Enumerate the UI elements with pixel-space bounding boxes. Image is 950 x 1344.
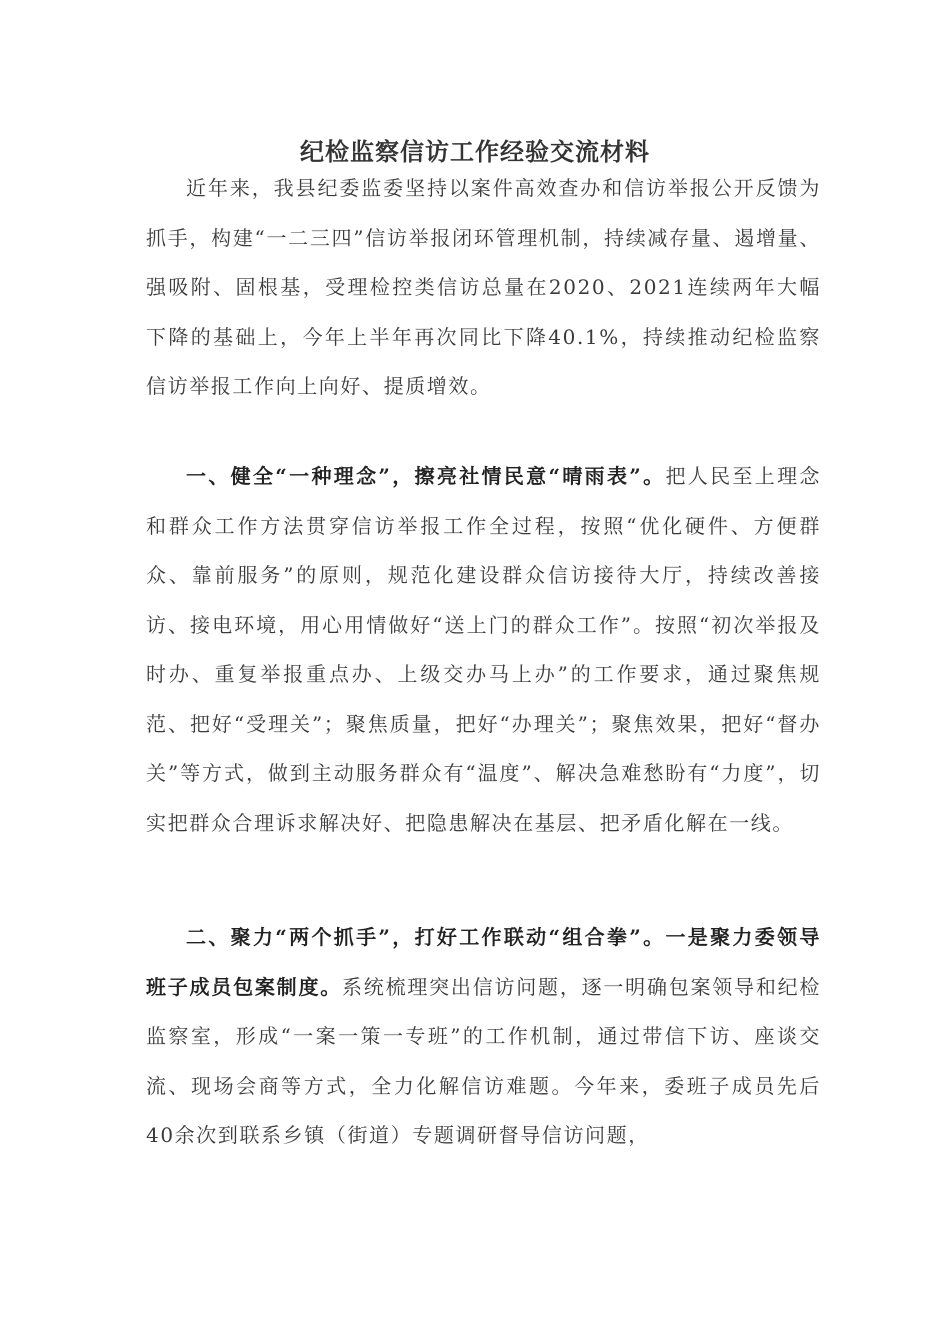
- section-two-heading: 二、聚力“两个抓手”，打好工作联动“组合拳”。一是聚力委领导班子成员包案制度。: [146, 925, 821, 999]
- paragraph-section-two: [146, 913, 821, 1161]
- section-one-heading: 一、健全“一种理念”，擦亮社情民意“晴雨表”。: [186, 464, 666, 488]
- document-title: 纪检监察信访工作经验交流材料: [300, 137, 650, 166]
- paragraph-section-one: [146, 452, 821, 848]
- paragraph-intro-text: 近年来，我县纪委监委坚持以案件高效查办和信访举报公开反馈为抓手，构建“一二三四”信访举报闭环管理机制，持续减存量、遏增量、强吸附、固根基，受理检控类信访总量在2020、2021连续两年大幅下降的基础上，今年上半年再次同比下降40.1%，持续推动纪检监察信访举报工作向上向好、提质增效。: [146, 176, 821, 398]
- section-two-text: 系统梳理突出信访问题，逐一明确包案领导和纪检监察室，形成“一案一策一专班”的工作机制，通过带信下访、座谈交流、现场会商等方式，全力化解信访难题。今年来，委班子成员先后40余次到联系乡镇（街道）专题调研督导信访问题，: [146, 974, 822, 1147]
- paragraph-intro: [146, 164, 821, 412]
- section-one-text: 把人民至上理念和群众工作方法贯穿信访举报工作全过程，按照“优化硬件、方便群众、靠前服务”的原则，规范化建设群众信访接待大厅，持续改善接访、接电环境，用心用情做好“送上门的群众工作”。按照“初次举报及时办、重复举报重点办、上级交办马上办”的工作要求，通过聚焦规范、把好“受理关”；聚焦质量，把好“办理关”；聚焦效果，把好“督办关”等方式，做到主动服务群众有“温度”、解决急难愁盼有“力度”，切实把群众合理诉求解决好、把隐患解决在基层、把矛盾化解在一线。: [146, 464, 821, 835]
